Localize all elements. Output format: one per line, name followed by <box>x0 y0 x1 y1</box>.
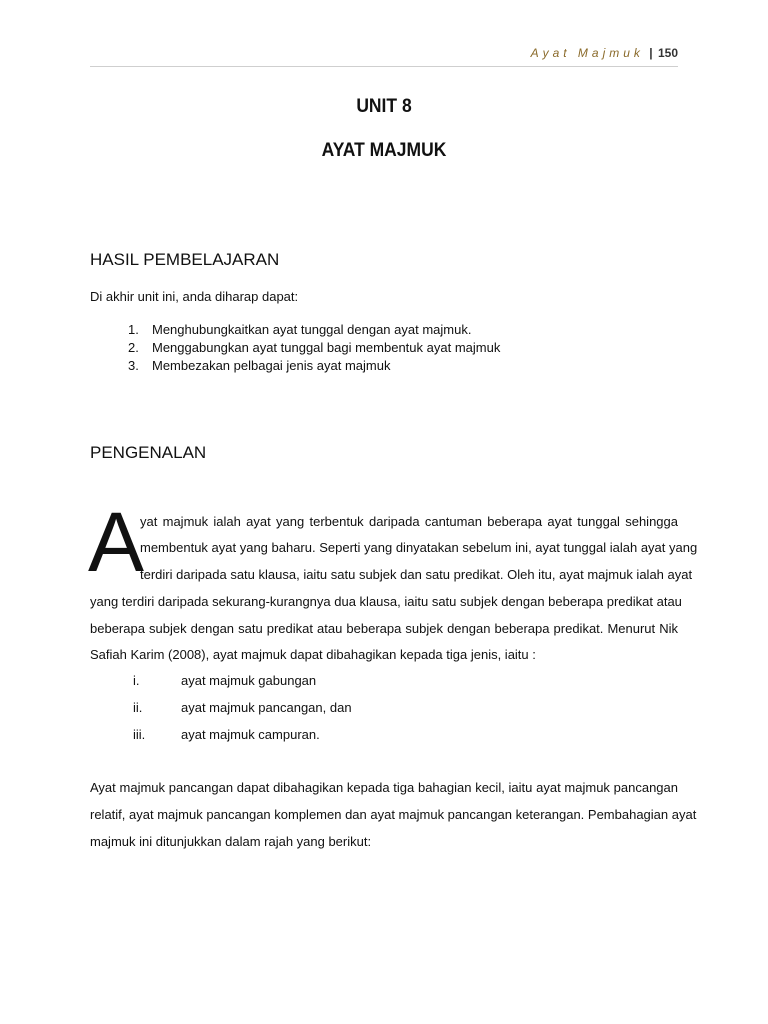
page-number: 150 <box>657 46 678 60</box>
header-separator: | <box>649 46 653 60</box>
list-number: 1. <box>128 322 139 337</box>
list-text: ayat majmuk pancangan, dan <box>181 700 352 715</box>
paragraph-line: majmuk ini ditunjukkan dalam rajah yang berikut: <box>90 834 372 849</box>
paragraph-line: yang terdiri daripada sekurang-kurangnya dua klausa, iaitu satu subjek dengan beberapa predikat atau <box>90 594 682 609</box>
list-item <box>133 673 316 688</box>
paragraph-line: beberapa subjek dengan satu predikat atau beberapa subjek dengan beberapa predikat. Menurut Nik <box>90 621 678 636</box>
list-item <box>128 339 500 357</box>
list-item <box>128 321 500 339</box>
running-title: Ayat Majmuk <box>530 46 644 60</box>
list-number: 3. <box>128 358 139 373</box>
header-rule <box>90 66 678 67</box>
paragraph-line: membentuk ayat yang baharu. Seperti yang dinyatakan sebelum ini, ayat tunggal ialah ayat yang <box>140 540 698 555</box>
list-text: Menggabungkan ayat tunggal bagi membentuk ayat majmuk <box>152 340 501 355</box>
list-item <box>133 700 352 715</box>
page-header <box>531 46 678 60</box>
paragraph-line: relatif, ayat majmuk pancangan komplemen dan ayat majmuk pancangan keterangan. Pembahagian ayat <box>90 807 697 822</box>
list-number: i. <box>133 673 140 688</box>
list-number: ii. <box>133 700 143 715</box>
list-text: ayat majmuk gabungan <box>181 673 317 688</box>
drop-cap: A <box>88 495 145 589</box>
list-number: iii. <box>133 727 146 742</box>
section-heading-hasil: HASIL PEMBELAJARAN <box>90 250 280 269</box>
paragraph-line: yat majmuk ialah ayat yang terbentuk daripada cantuman beberapa ayat tunggal sehingga <box>140 514 678 529</box>
list-number: 2. <box>128 340 139 355</box>
paragraph-line: Ayat majmuk pancangan dapat dibahagikan kepada tiga bahagian kecil, iaitu ayat majmuk pancangan <box>90 780 678 795</box>
hasil-intro: Di akhir unit ini, anda diharap dapat: <box>90 289 299 304</box>
list-item <box>133 727 320 742</box>
unit-label: UNIT 8 <box>356 96 412 117</box>
list-item <box>128 357 500 375</box>
list-text: Membezakan pelbagai jenis ayat majmuk <box>152 358 391 373</box>
paragraph-line: Safiah Karim (2008), ayat majmuk dapat dibahagikan kepada tiga jenis, iaitu : <box>90 647 536 662</box>
paragraph-line: terdiri daripada satu klausa, iaitu satu subjek dan satu predikat. Oleh itu, ayat majmuk ialah ayat <box>140 567 693 582</box>
list-text: Menghubungkaitkan ayat tunggal dengan ayat majmuk. <box>152 322 472 337</box>
unit-title: AYAT MAJMUK <box>321 140 447 161</box>
list-text: ayat majmuk campuran. <box>181 727 320 742</box>
objectives-list <box>128 321 500 375</box>
section-heading-pengenalan: PENGENALAN <box>90 443 207 462</box>
